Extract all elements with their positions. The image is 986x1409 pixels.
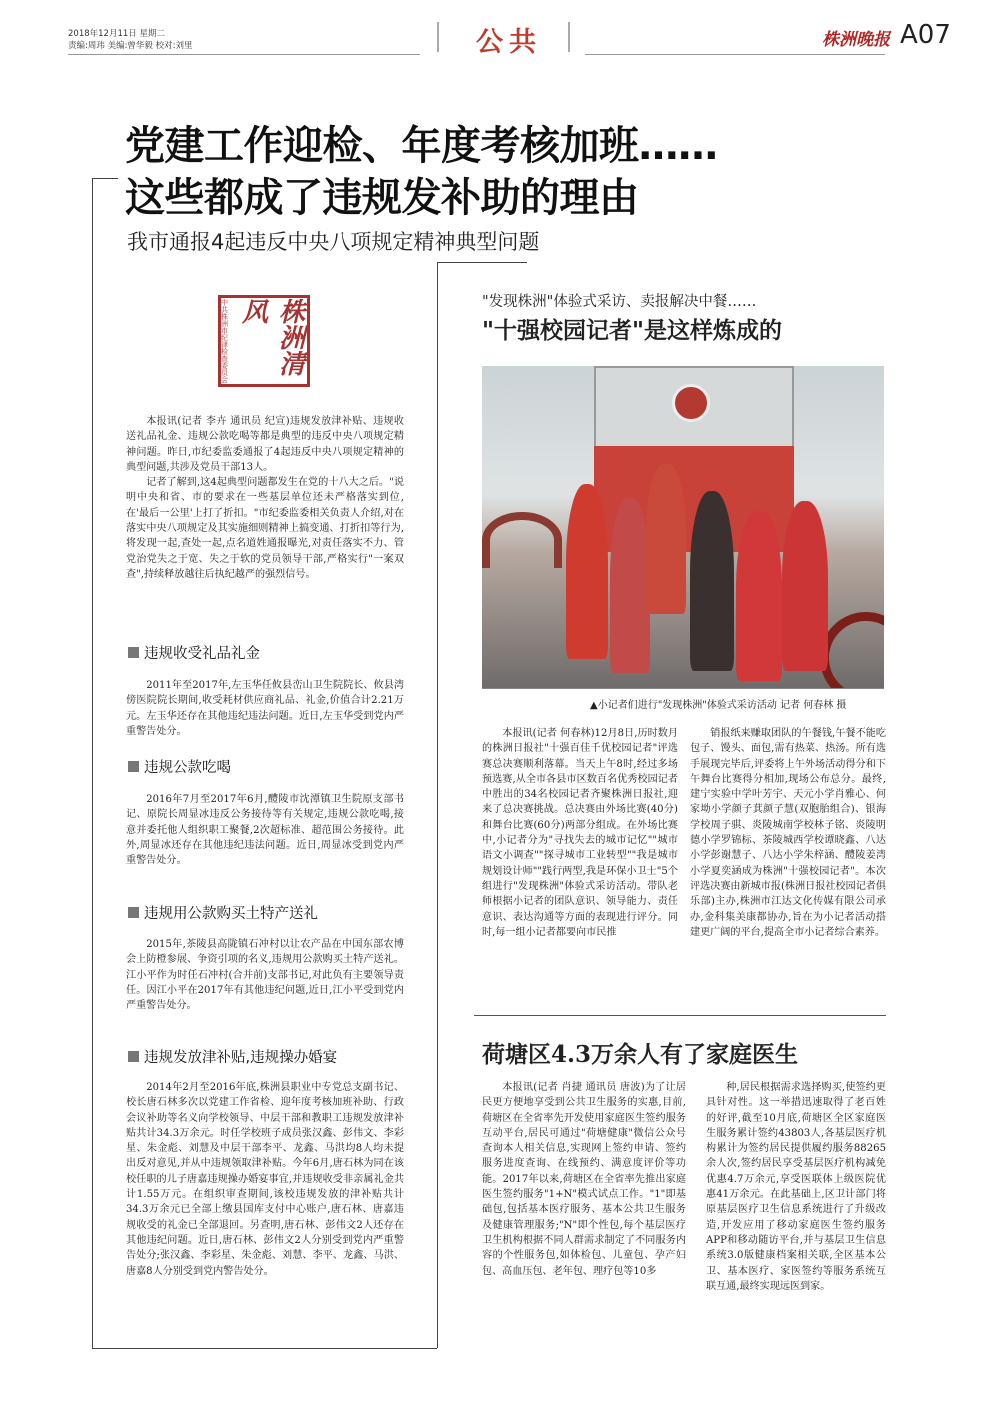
story2-photo — [482, 366, 884, 688]
subhead-marker-icon — [128, 761, 139, 772]
wheel-arch-icon — [482, 512, 562, 568]
header-divider — [437, 22, 439, 52]
subhead-subsidy: 违规发放津补贴,违规操办婚宴 — [128, 1046, 337, 1067]
section-dining-text: 2016年7月至2017年6月,醴陵市沈潭镇卫生院原支部书记、原院长周显冰违反公务接待等有关规定,违规公款吃喝,接意并委托他人组织职工聚餐,2次超标准、超范围公务接待。此外,周显冰还存在其他违纪违法问题。近日,周显冰受到党内严重警告处分。 — [126, 794, 404, 867]
header-rule-left — [68, 54, 420, 55]
section-label: 公共 — [476, 27, 542, 58]
story2-col1: 本报讯(记者 何春林)12月8日,历时数月的株洲日报社"十强百佳千优校园记者"评选赛总决赛顺利落幕。当天上午8时,经过多场预选赛,从全市各县市区数百名优秀校园记者中胜出的34名校园记者齐聚株洲日报社,迎来了总决赛挑战。总决赛由外场比赛(40分)和舞台比赛(60分)两部分组成。在外场比赛中,小记者分为"寻找失去的城市记忆""城市语文小调查""探寻城市工业转型""我是城市规划设计师""践行两型,我是环保小卫士"5个组进行"发现株洲"体验式采访活动。带队老师根据小记者的团队意识、领导能力、责任意识、表达沟通等方面的表现进行评分。同时,每一组小记者都要向市民推 — [482, 728, 678, 938]
child-figure — [736, 511, 782, 681]
child-figure — [610, 498, 650, 673]
story3-col1: 本报讯(记者 肖捷 通讯员 唐波)为了让居民更方便地享受到公共卫生服务的实惠,目前,荷塘区在全省率先开发使用家庭医生签约服务互动平台,居民可通过"荷塘健康"微信公众号查询本人相关信息,实现网上签约申请、签约服务进度查询、在线预约、满意度评价等功能。2017年以来,荷塘区在全省率先推出家庭医生签约服务"1+N"模式试点工作。"1"即基础包,包括基本医疗服务、基本公共卫生服务及健康管理服务;"N"即个性包,每个基层医疗卫生机构根据不同人群需求制定了不同服务内容的个性服务包,如体检包、儿童包、孕产妇包、高血压包、老年包、理疗包等10多 — [482, 1082, 686, 1277]
section-gift-purchase-text: 2015年,茶陵县高陇镇石冲村以让农产品在中国东部农博会上防橙参展、争资引项的名义,违规用公款购买土特产送礼。江小平作为时任石冲村(合并前)支部书记,对此负有主要领导责任。因江小平在2017年有其他违纪问题,近日,江小平受到党内严重警告处分。 — [126, 939, 404, 1012]
child-figure — [566, 484, 608, 659]
subhead-dining: 违规公款吃喝 — [128, 756, 231, 777]
header-divider — [568, 22, 570, 52]
story2-title: "十强校园记者"是这样炼成的 — [482, 317, 782, 344]
story3-col2: 种,居民根据需求选择购买,使签约更具针对性。这一举措迅速取得了老百姓的好评,截至10月底,荷塘区全区家庭医生服务累计签约43803人,各基层医疗机构累计为签约居民提供履约服务88265余人次,签约居民享受基层医疗机构减免优惠4.7万余元,享受医联体上级医院优惠41万余元。在此基础上,区卫计部门将原基层医疗卫生信息系统进行了升级改造,开发应用了移动家庭医生签约服务APP和移动随访平台,并与基层卫生信息系统3.0版健康档案相关联,全区基本公卫、基本医疗、家医签约等服务系统互联互通,最终实现远医到家。 — [706, 1082, 886, 1292]
child-figure — [782, 501, 828, 671]
story3-title: 荷塘区4.3万余人有了家庭医生 — [482, 1041, 799, 1068]
subhead-marker-icon — [128, 647, 139, 658]
editors-line: 责编:周玮 美编:曾华毅 校对:刘里 — [68, 41, 193, 51]
story2-kicker: "发现株洲"体验式采访、卖报解决中餐…… — [482, 294, 757, 310]
child-figure — [646, 464, 686, 614]
page-number: A07 — [900, 20, 951, 50]
caption-rule — [482, 688, 884, 689]
main-paragraph-2: 记者了解到,这4起典型问题都发生在党的十八大之后。"说明中央和省、市的要求在一些基层单位还未严格落实到位,在'最后一公里'上打了折扣。"市纪委监委相关负责人介绍,对在落实中央八项规定及其实施细则精神上搞变通、打折扣等行为,将发现一起,查处一起,点名道姓通报曝光,对责任落实不力、管党治党失之于宽、失之于软的党员领导干部,严格实行"一案双查",持续释放越往后执纪越严的强烈信号。 — [126, 477, 404, 580]
subhead-gifts: 违规收受礼品礼金 — [128, 642, 260, 663]
main-paragraph-1: 本报讯(记者 李卉 通讯员 纪宣)违规发放津补贴、违规收送礼品礼金、违规公款吃喝等都是典型的违反中央八项规定精神问题。昨日,市纪委监委通报了4起违反中央八项规定精神的典型问题,共涉及党员干部13人。 — [126, 416, 404, 473]
section-subsidy-text: 2014年2月至2016年底,株洲县职业中专党总支副书记、校长唐石林多次以党建工作省检、迎年度考核加班补助、行政会议补助等名义向学校领导、中层干部和教职工违规发放津补贴共计34.3万余元。时任学校班子成员张汉鑫、彭伟文、李彩星、朱金彪、刘慧及中层干部李平、龙鑫、马洪均8人均未提出反对意见,并从中违规领取津补贴。今年6月,唐石林为同在该校任职的儿子唐嘉违规操办婚宴事宜,并违规收受非亲属礼金共计1.55万元。在组织审查期间,该校违规发放的津补贴共计34.3万余元已全部上缴县国库支付中心账户,唐石林、唐嘉违规收受的礼金已全部退回。另查明,唐石林、彭伟文2人还存在其他违纪问题。近日,唐石林、彭伟文2人分别受到党内严重警告处分;张汉鑫、李彩星、朱金彪、刘慧、李平、龙鑫、马洪、唐嘉8人分别受到党内警告处分。 — [126, 1082, 404, 1277]
story2-col2: 销报纸来赚取团队的午餐钱,午餐不能吃包子、馒头、面包,需有热菜、热汤。所有选手展现完毕后,评委将上午外场活动得分和下午舞台比赛得分相加,现场公布总分。最终,建宁实验中学叶芳宇、天元小学肖雅心、何家坳小学颜子萁颜子慧(双胞胎组合)、银海学校周子骐、炎陵城南学校林子铭、炎陵明德小学罗锦标、茶陵城西学校谭晓鑫、八达小学彭谢慧子、八达小学朱梓涵、醴陵姜湾小学夏奕涵成为株洲"十强校园记者"。本次评选决赛由新城市报(株洲日报社校园记者俱乐部)主办,株洲市江达文化传媒有限公司承办,金科集美康都协办,旨在为小记者活动搭建更广阔的平台,提高全市小记者综合素养。 — [690, 728, 886, 938]
frame-right-line — [437, 262, 438, 1348]
child-figure — [690, 491, 734, 671]
frame-bottom-line — [92, 1348, 437, 1349]
train-wheel-icon — [820, 612, 884, 688]
brand-logo: 株洲晚报 — [822, 30, 890, 50]
headline-line2: 这些都成了违规发补助的理由 — [125, 175, 639, 221]
train-emblem-icon — [672, 384, 710, 422]
seal-text: 株洲清风 — [237, 298, 305, 376]
subhead-marker-icon — [128, 1051, 139, 1062]
seal-small-text: 中共株洲市纪律检查委员会 — [220, 299, 229, 383]
photo-caption: ▲小记者们进行"发现株洲"体验式采访活动 记者 何春林 摄 — [590, 700, 847, 711]
frame-left-line — [92, 178, 93, 1348]
header-rule-right — [585, 54, 885, 55]
frame-top-line — [92, 178, 118, 179]
subhead-marker-icon — [128, 907, 139, 918]
subhead-gift-purchase: 违规用公款购买土特产送礼 — [128, 902, 318, 923]
headline-line1: 党建工作迎检、年度考核加班…… — [125, 123, 718, 169]
issue-date: 2018年12月11日 星期二 — [68, 29, 165, 39]
frame-right-top — [437, 262, 527, 263]
qingfeng-seal — [218, 295, 310, 387]
story-divider — [474, 1015, 886, 1016]
headline-subtitle: 我市通报4起违反中央八项规定精神典型问题 — [127, 230, 540, 254]
section-gifts-text: 2011年至2017年,左玉华任攸县峦山卫生院院长、攸县湾傍医院院长期间,收受耗材供应商礼品、礼金,价值合计2.21万元。左玉华还存在其他违纪违法问题。近日,左玉华受到党内严重警告处分。 — [126, 680, 404, 737]
